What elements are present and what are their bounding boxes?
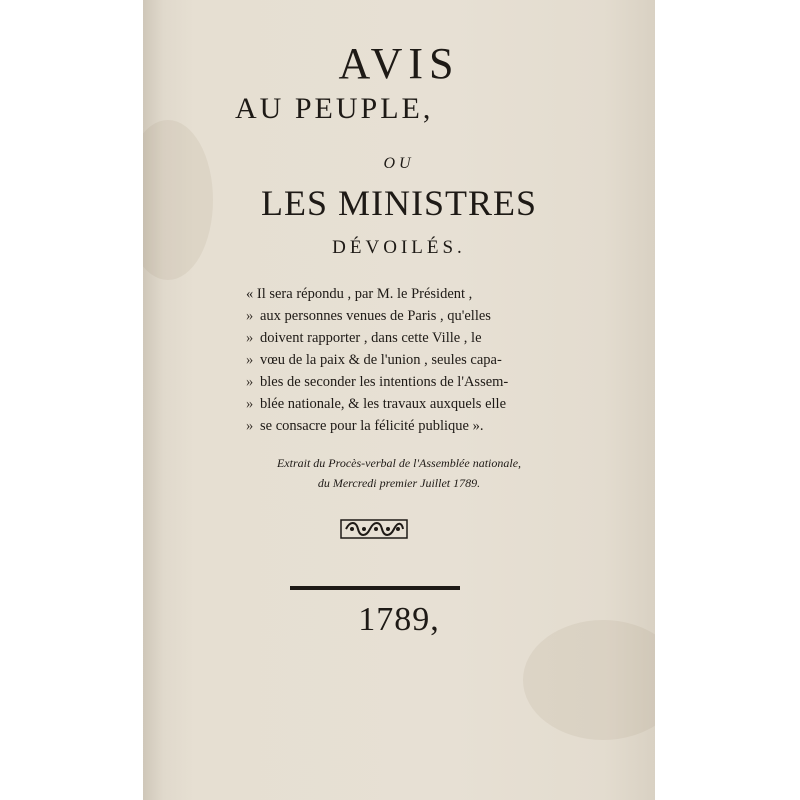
main-title: LES MINISTRES [260, 183, 538, 223]
quote-line: » blée nationale, & les travaux auxquels elle [246, 396, 507, 412]
quote-line: » bles de seconder les intentions de l'Assem- [246, 374, 509, 390]
source-citation [143, 453, 655, 493]
main-subtitle: DÉVOILÉS. [332, 237, 466, 258]
quote-line: « Il sera répondu , par M. le Président , [246, 286, 473, 302]
horizontal-rule [290, 586, 460, 590]
quote-line: » doivent rapporter , dans cette Ville , le [246, 330, 482, 346]
citation-line: Extrait du Procès-verbal de l'Assemblée nationale, [276, 456, 522, 470]
subtitle-au-peuple: AU PEUPLE, [235, 92, 434, 125]
citation-line: du Mercredi premier Juillet 1789. [317, 476, 481, 490]
quote-line: » se consacre pour la félicité publique ». [246, 418, 484, 434]
title-avis: AVIS [338, 39, 460, 88]
title-page [143, 0, 655, 800]
printers-ornament-icon [340, 518, 408, 540]
publication-year: 1789, [358, 601, 440, 638]
connector-ou: OU [383, 155, 415, 172]
quotation-block [246, 283, 508, 437]
quote-line: » vœu de la paix & de l'union , seules capa- [246, 352, 502, 368]
quote-line: » aux personnes venues de Paris , qu'elles [246, 308, 491, 324]
